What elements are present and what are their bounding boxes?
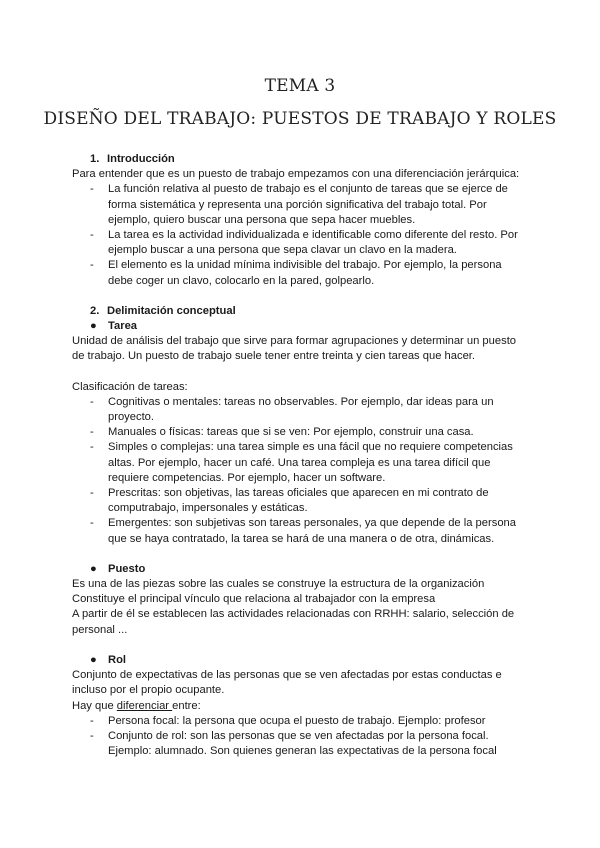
list-item: - Cognitivas o mentales: tareas no observables. Por ejemplo, dar ideas para un proyecto. [72, 395, 528, 425]
paragraph: Conjunto de expectativas de las personas que se ven afectadas por estas conductas e incluso por el propio ocupante. [72, 669, 502, 697]
text-span: entre: [172, 699, 201, 712]
paragraph: Es una de las piezas sobre las cuales se construye la estructura de la organización [72, 578, 485, 591]
document-title: TEMA 3 [264, 76, 336, 96]
bullet-icon: ● [90, 320, 97, 333]
subheading-puesto [72, 562, 528, 577]
list-item: - Simples o complejas: una tarea simple es una fácil que no requiere competencias altas. Por ejemplo, hacer un café. Una tarea compleja es una tarea difícil que requiere competencias. Por ejemplo, hacer un software. [72, 440, 528, 486]
paragraph: Para entender que es un puesto de trabajo empezamos con una diferenciación jerárquica: [72, 168, 520, 181]
section-title: Introducción [107, 153, 175, 165]
document-subtitle: DISEÑO DEL TRABAJO: PUESTOS DE TRABAJO Y ROLES [43, 109, 557, 129]
section-heading-introduccion [72, 152, 528, 167]
subheading-label: Puesto [108, 562, 146, 575]
list-item: - Emergentes: son subjetivas son tareas personales, ya que depende de la persona que se haya contratado, la tarea se hará de una manera o de otra, dinámicas. [72, 516, 528, 546]
subheading-label: Tarea [108, 320, 138, 333]
paragraph: Unidad de análisis del trabajo que sirve para formar agrupaciones y determinar un puesto de trabajo. Un puesto de trabajo suele tener entre treinta y cien tareas que hacer. [72, 335, 517, 363]
document-body [72, 152, 528, 759]
subheading-rol [72, 653, 528, 668]
bullet-icon: ● [90, 562, 97, 575]
paragraph: Clasificación de tareas: [72, 380, 188, 393]
text-span: Hay que [72, 699, 117, 712]
subheading-tarea [72, 319, 528, 334]
section-heading-delimitacion [72, 304, 528, 319]
bullet-icon: ● [90, 653, 97, 666]
dash-list [72, 395, 528, 547]
paragraph: A partir de él se establecen las actividades relacionadas con RRHH: salario, selección de personal ... [72, 608, 515, 636]
dash-list [72, 182, 528, 288]
list-item: - Persona focal: la persona que ocupa el puesto de trabajo. Ejemplo: profesor [72, 714, 528, 729]
subheading-label: Rol [108, 653, 127, 666]
list-item: - Prescritas: son objetivas, las tareas oficiales que aparecen en mi contrato de computrabajo, impersonales y estáticas. [72, 486, 528, 516]
list-item: - Conjunto de rol: son las personas que se ven afectadas por la persona focal. Ejemplo: alumnado. Son quienes generan las expectativas de la persona focal [72, 729, 528, 759]
paragraph [72, 699, 528, 714]
list-item: - Manuales o físicas: tareas que si se ven: Por ejemplo, construir una casa. [72, 425, 528, 440]
paragraph: Constituye el principal vínculo que relaciona al trabajador con la empresa [72, 593, 436, 606]
section-title: Delimitación conceptual [107, 304, 236, 317]
list-item: - El elemento es la unidad mínima indivisible del trabajo. Por ejemplo, la persona debe coger un clavo, colocarlo en la pared, golpearlo. [72, 258, 528, 288]
section-number: 2. [90, 304, 100, 317]
section-number: 1. [90, 153, 100, 165]
dash-list [72, 714, 528, 760]
underlined-text: diferenciar [116, 699, 173, 712]
list-item: - La función relativa al puesto de trabajo es el conjunto de tareas que se ejerce de forma sistemática y representa una porción significativa del trabajo total. Por ejemplo, quiero buscar una persona que sepa hacer muebles. [72, 182, 528, 228]
list-item: - La tarea es la actividad individualizada e identificable como diferente del resto. Por ejemplo buscar a una persona que sepa clavar un clavo en la madera. [72, 228, 528, 258]
